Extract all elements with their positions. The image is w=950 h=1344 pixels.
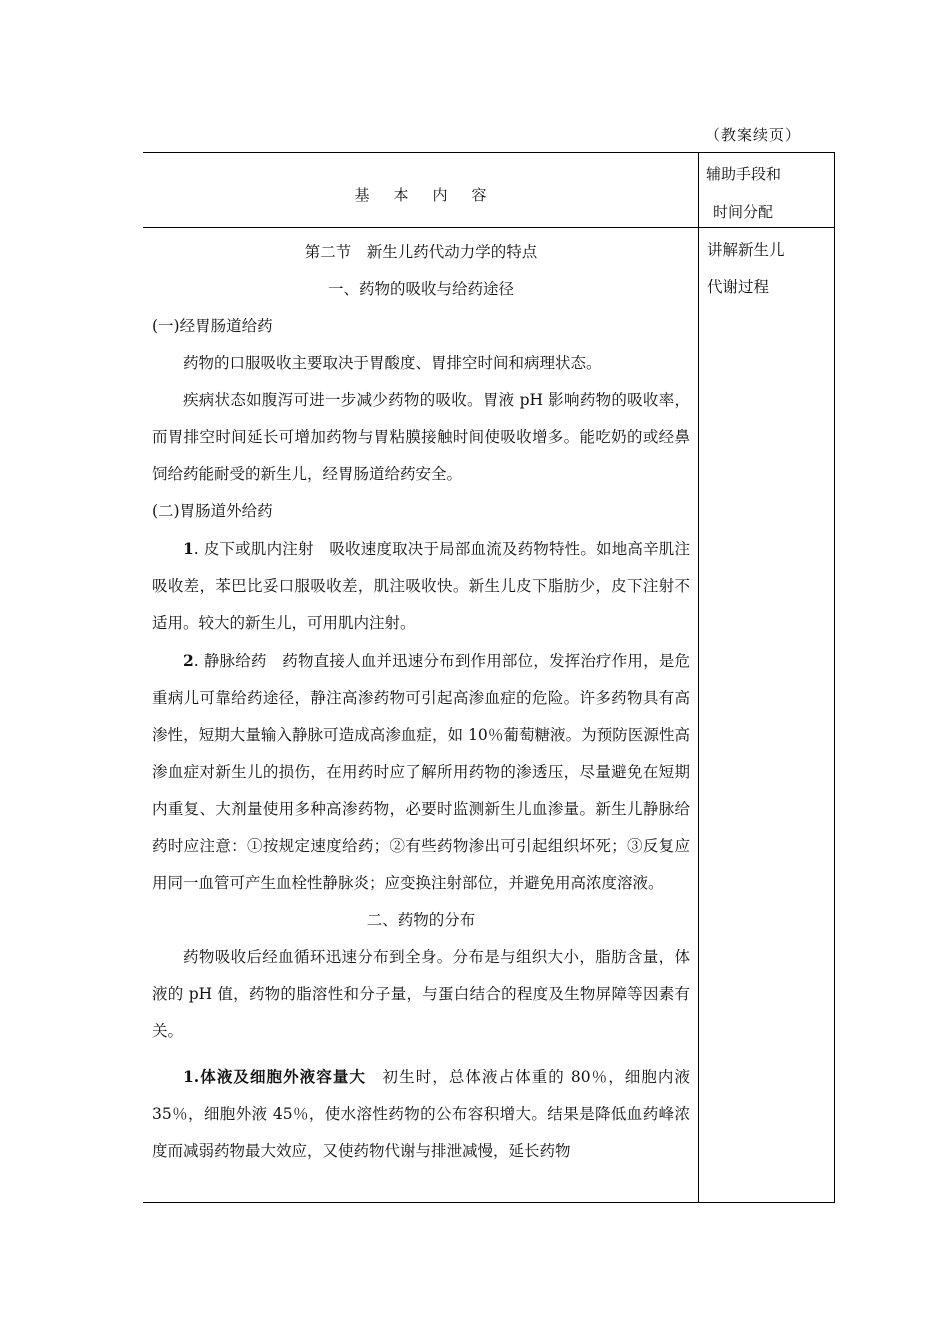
item-number: 1 bbox=[183, 539, 194, 558]
item-title: . 静脉给药 bbox=[193, 652, 283, 670]
table-header-content-title bbox=[143, 184, 698, 205]
item-number: 2 bbox=[183, 651, 194, 670]
subsection-title-distribution: 二、药物的分布 bbox=[366, 911, 476, 929]
table-right-border bbox=[834, 152, 835, 1203]
paragraph-subcutaneous-intramuscular bbox=[152, 530, 690, 642]
paragraph-intravenous bbox=[152, 642, 690, 902]
table-bottom-border bbox=[143, 1202, 835, 1203]
side-note-line2: 代谢过程 bbox=[707, 278, 770, 296]
item-title: . 皮下或肌内注射 bbox=[193, 540, 330, 558]
item-text: 药物直接人血并迅速分布到作用部位，发挥治疗作用，是危重病儿可靠给药途径，静注高渗药物可引起高渗血症的危险。许多药物具有高渗性，短期大量输入静脉可造成高渗血症，如 10％葡萄糖液。为预防医源性高渗血症对新生儿的损伤，在用药时应了解所用药物的渗透压，尽量避免在短期内重复、大剂量使用多种高渗药物，必要时监测新生儿血渗量。新生儿静脉给药时应注意：①按规定速度给药；②有些药物渗出可引起组织坏死；③反复应用同一血管可产生血栓性静脉炎；应变换注射部位，并避免用高浓度溶液。 bbox=[152, 652, 690, 892]
paragraph-disease-state: 疾病状态如腹泻可进一步减少药物的吸收。胃液 pH 影响药物的吸收率，而胃排空时间延长可增加药物与胃粘膜接触时间使吸收增多。能吃奶的或经鼻饲给药能耐受的新生儿，经胃肠道给药安全。 bbox=[152, 391, 690, 483]
item-number: 1. bbox=[183, 1067, 200, 1086]
header-char: 内 bbox=[432, 186, 448, 204]
paragraph-oral-absorption: 药物的口服吸收主要取决于胃酸度、胃排空时间和病理状态。 bbox=[183, 354, 602, 372]
table-column-divider bbox=[698, 152, 699, 1203]
header-char: 本 bbox=[393, 186, 409, 204]
section-title: 第二节 新生儿药代动力学的特点 bbox=[304, 243, 538, 261]
table-header-divider bbox=[143, 227, 835, 228]
table-top-border bbox=[143, 152, 835, 153]
continued-page-label: （教案续页） bbox=[705, 126, 802, 144]
main-content bbox=[152, 234, 690, 1170]
heading-gi-route: (一)经胃肠道给药 bbox=[152, 317, 273, 335]
item-text: 吸收速度取决于局部血流及药物特性。如地高辛肌注吸收差，苯巴比妥口服吸收差，肌注吸收快。新生儿皮下脂肪少，皮下注射不适用。较大的新生儿，可用肌内注射。 bbox=[152, 540, 690, 632]
header-char: 容 bbox=[471, 186, 487, 204]
item-text: 初生时，总体液占体重的 80％，细胞内液 35％，细胞外液 45％，使水溶性药物的公布容积增大。结果是降低血药峰浓度而减弱药物最大效应，又使药物代谢与排泄减慢，延长药物 bbox=[152, 1068, 690, 1160]
table-header-side-line2: 时间分配 bbox=[713, 203, 774, 221]
subsection-title-absorption: 一、药物的吸收与给药途径 bbox=[327, 280, 514, 298]
paragraph-body-fluid bbox=[152, 1058, 690, 1170]
paragraph-distribution: 药物吸收后经血循环迅速分布到全身。分布是与组织大小，脂肪含量，体液的 pH 值，药物的脂溶性和分子量，与蛋白结合的程度及生物屏障等因素有关。 bbox=[152, 948, 690, 1040]
heading-parenteral-route: (二)胃肠道外给药 bbox=[152, 502, 273, 520]
table-header-side-line1: 辅助手段和 bbox=[706, 165, 782, 183]
header-char: 基 bbox=[354, 186, 370, 204]
item-title: 体液及细胞外液容量大 bbox=[199, 1067, 383, 1086]
side-note-line1: 讲解新生儿 bbox=[707, 241, 785, 259]
